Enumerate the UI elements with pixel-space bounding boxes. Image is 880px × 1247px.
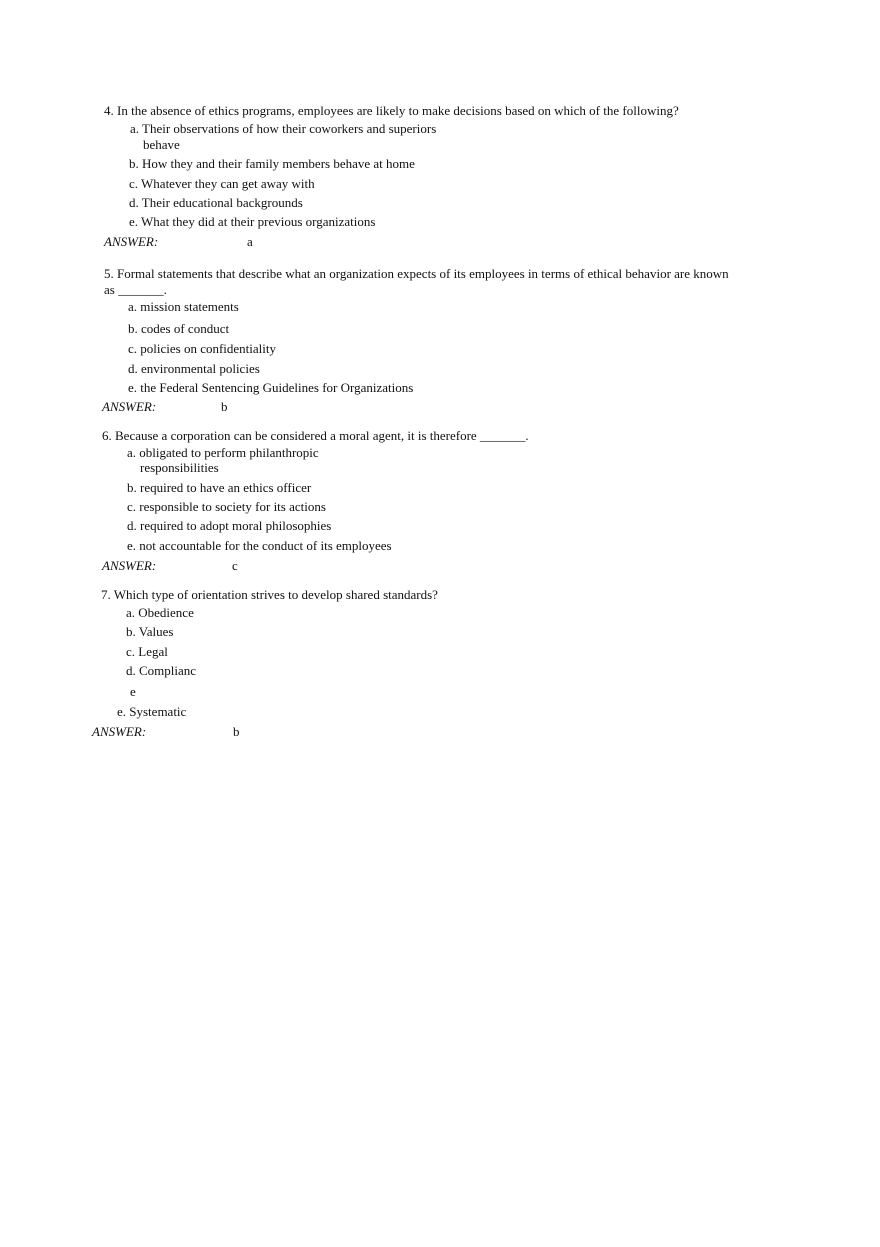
question-7-option-c: c. Legal — [126, 644, 168, 659]
question-6-option-b: b. required to have an ethics officer — [127, 480, 312, 495]
question-6-stem: 6. Because a corporation can be considered a moral agent, it is therefore _______. — [102, 428, 529, 443]
question-4-option-c: c. Whatever they can get away with — [129, 176, 315, 191]
question-5-answer-label: ANSWER: — [102, 399, 157, 414]
question-4-option-a-continued: behave — [143, 137, 180, 152]
question-4-option-e: e. What they did at their previous organizations — [129, 214, 376, 229]
question-7-answer-value: b — [233, 724, 240, 739]
question-6-option-a: a. obligated to perform philanthropic — [127, 445, 319, 460]
question-4-answer-value: a — [247, 234, 253, 249]
question-7-option-e: e. Systematic — [117, 704, 187, 719]
question-5-option-b: b. codes of conduct — [128, 321, 230, 336]
question-5-answer-value: b — [221, 399, 228, 414]
question-4-option-b: b. How they and their family members behave at home — [129, 156, 415, 171]
question-6-option-a-continued: responsibilities — [140, 460, 219, 475]
question-7-option-d: d. Complianc — [126, 663, 197, 678]
question-4-stem: 4. In the absence of ethics programs, employees are likely to make decisions based on which of the following? — [104, 103, 679, 118]
question-5-stem: 5. Formal statements that describe what an organization expects of its employees in terms of ethical behavior are known — [104, 266, 729, 281]
question-4-option-d: d. Their educational backgrounds — [129, 195, 303, 210]
question-7-answer-label: ANSWER: — [92, 724, 147, 739]
question-6-option-e: e. not accountable for the conduct of its employees — [127, 538, 392, 553]
question-6-answer-value: c — [232, 558, 238, 573]
question-7-option-d-continued: e — [130, 684, 136, 699]
question-4-answer-label: ANSWER: — [104, 234, 159, 249]
question-6-answer-label: ANSWER: — [102, 558, 157, 573]
question-4-option-a: a. Their observations of how their coworkers and superiors — [130, 121, 437, 136]
question-7-stem: 7. Which type of orientation strives to develop shared standards? — [101, 587, 438, 602]
question-6-option-c: c. responsible to society for its actions — [127, 499, 326, 514]
question-7-option-a: a. Obedience — [126, 605, 194, 620]
question-7-option-b: b. Values — [126, 624, 174, 639]
question-5-option-d: d. environmental policies — [128, 361, 260, 376]
question-5-stem-continued: as _______. — [104, 282, 167, 297]
question-5-option-c: c. policies on confidentiality — [128, 341, 277, 356]
question-5-option-e: e. the Federal Sentencing Guidelines for Organizations — [128, 380, 414, 395]
question-6-option-d: d. required to adopt moral philosophies — [127, 518, 332, 533]
question-5-option-a: a. mission statements — [128, 299, 239, 314]
